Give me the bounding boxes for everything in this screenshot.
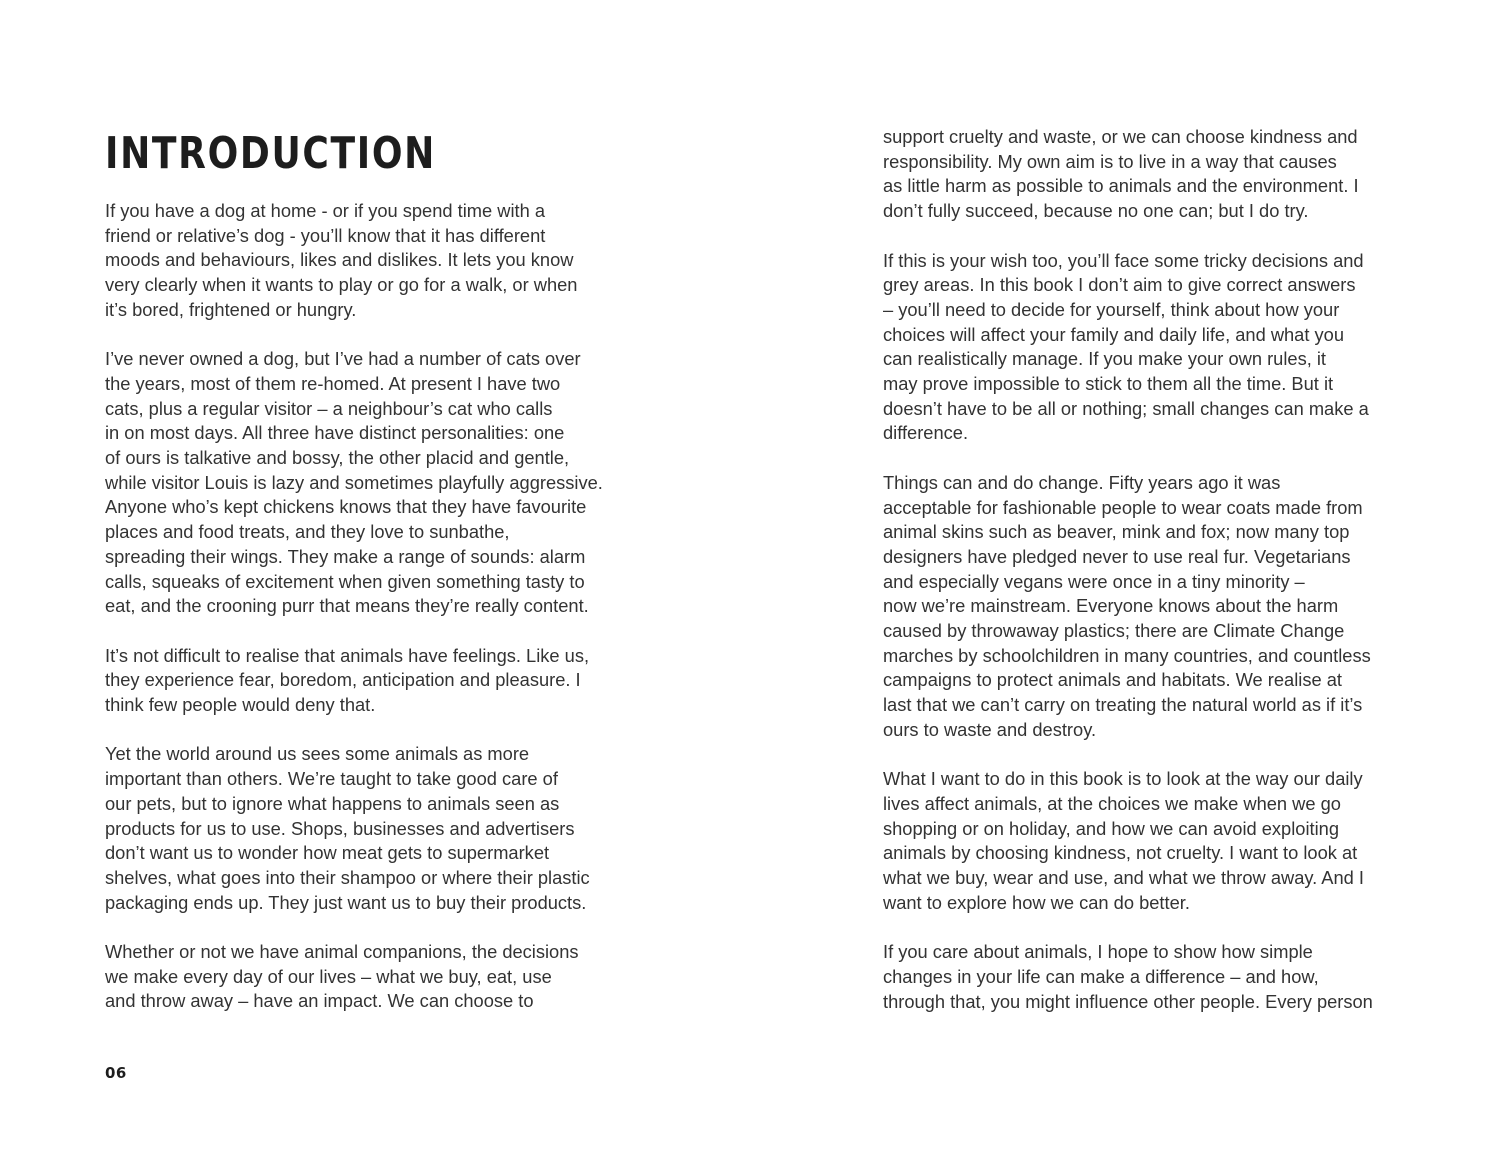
text-line: we make every day of our lives – what we buy, eat, use <box>105 965 552 987</box>
text-line: marches by schoolchildren in many countries, and countless <box>883 644 1371 666</box>
text-line: last that we can’t carry on treating the natural world as if it’s <box>883 694 1363 716</box>
text-line: places and food treats, and they love to sunbathe, <box>105 521 510 543</box>
text-line: grey areas. In this book I don’t aim to give correct answers <box>883 274 1356 296</box>
text-line: as little harm as possible to animals and the environment. I <box>883 175 1359 197</box>
text-line: It’s not difficult to realise that animals have feelings. Like us, <box>105 644 590 666</box>
text-line: our pets, but to ignore what happens to animals seen as <box>105 792 560 814</box>
text-line: difference. <box>883 422 969 444</box>
text-line: now we’re mainstream. Everyone knows about the harm <box>883 595 1339 617</box>
text-line: think few people would deny that. <box>105 694 376 716</box>
text-line: calls, squeaks of excitement when given something tasty to <box>105 570 585 592</box>
text-line: Whether or not we have animal companions, the decisions <box>105 941 579 963</box>
chapter-heading: INTRODUCTION <box>105 128 436 179</box>
text-line: choices will affect your family and daily life, and what you <box>883 323 1344 345</box>
left-text-column <box>105 199 645 1039</box>
text-line: Anyone who’s kept chickens knows that they have favourite <box>105 496 587 518</box>
text-line: the years, most of them re-homed. At present I have two <box>105 372 561 394</box>
text-line: responsibility. My own aim is to live in a way that causes <box>883 150 1337 172</box>
text-line: doesn’t have to be all or nothing; small changes can make a <box>883 397 1369 419</box>
text-line: Yet the world around us sees some animals as more <box>105 743 530 765</box>
text-line: caused by throwaway plastics; there are Climate Change <box>883 620 1345 642</box>
text-line: it’s bored, frightened or hungry. <box>105 298 357 320</box>
text-line: don’t want us to wonder how meat gets to supermarket <box>105 842 550 864</box>
text-line: moods and behaviours, likes and dislikes. It lets you know <box>105 249 574 271</box>
right-text-column <box>883 125 1423 1039</box>
text-line: can realistically manage. If you make your own rules, it <box>883 348 1327 370</box>
text-line: very clearly when it wants to play or go for a walk, or when <box>105 274 578 296</box>
text-line: in on most days. All three have distinct personalities: one <box>105 422 565 444</box>
text-line: while visitor Louis is lazy and sometimes playfully aggressive. <box>105 471 603 493</box>
text-line: If you care about animals, I hope to show how simple <box>883 941 1313 963</box>
paragraph <box>105 742 645 915</box>
text-line: acceptable for fashionable people to wear coats made from <box>883 496 1363 518</box>
paragraph <box>883 125 1423 224</box>
text-line: shopping or on holiday, and how we can avoid exploiting <box>883 817 1339 839</box>
text-line: friend or relative’s dog - you’ll know that it has different <box>105 224 546 246</box>
text-line: important than others. We’re taught to take good care of <box>105 768 558 790</box>
text-line: through that, you might influence other people. Every person <box>883 990 1373 1012</box>
text-line: cats, plus a regular visitor – a neighbour’s cat who calls <box>105 397 553 419</box>
paragraph <box>105 644 645 718</box>
text-line: eat, and the crooning purr that means they’re really content. <box>105 595 589 617</box>
text-line: support cruelty and waste, or we can choose kindness and <box>883 126 1358 147</box>
text-line: and throw away – have an impact. We can choose to <box>105 990 534 1012</box>
paragraph <box>883 767 1423 915</box>
text-line: animals by choosing kindness, not cruelty. I want to look at <box>883 842 1358 864</box>
text-line: may prove impossible to stick to them all the time. But it <box>883 373 1334 395</box>
text-line: Things can and do change. Fifty years ago it was <box>883 471 1281 493</box>
text-line: ours to waste and destroy. <box>883 718 1097 740</box>
text-line: what we buy, wear and use, and what we throw away. And I <box>883 867 1364 889</box>
text-line: designers have pledged never to use real fur. Vegetarians <box>883 545 1351 567</box>
paragraph <box>883 471 1423 743</box>
text-line: spreading their wings. They make a range of sounds: alarm <box>105 545 586 567</box>
text-line: changes in your life can make a difference – and how, <box>883 965 1319 987</box>
text-line: – you’ll need to decide for yourself, think about how your <box>883 298 1340 320</box>
text-line: I’ve never owned a dog, but I’ve had a number of cats over <box>105 348 581 370</box>
text-line: don’t fully succeed, because no one can; but I do try. <box>883 200 1309 222</box>
paragraph <box>105 199 645 323</box>
text-line: If this is your wish too, you’ll face some tricky decisions and <box>883 249 1364 271</box>
paragraph <box>883 249 1423 447</box>
text-line: and especially vegans were once in a tiny minority – <box>883 570 1305 592</box>
text-line: products for us to use. Shops, businesses and advertisers <box>105 817 575 839</box>
paragraph <box>105 347 645 619</box>
text-line: want to explore how we can do better. <box>883 891 1190 913</box>
text-line: packaging ends up. They just want us to buy their products. <box>105 891 587 913</box>
text-line: If you have a dog at home - or if you spend time with a <box>105 200 546 221</box>
text-line: they experience fear, boredom, anticipation and pleasure. I <box>105 669 581 691</box>
text-line: animal skins such as beaver, mink and fox; now many top <box>883 521 1350 543</box>
right-page <box>750 0 1500 1152</box>
text-line: What I want to do in this book is to look at the way our daily <box>883 768 1363 790</box>
text-line: shelves, what goes into their shampoo or where their plastic <box>105 866 590 888</box>
paragraph <box>883 940 1423 1014</box>
text-line: campaigns to protect animals and habitats. We realise at <box>883 669 1342 691</box>
page-number: 06 <box>105 1064 127 1082</box>
text-line: of ours is talkative and bossy, the other placid and gentle, <box>105 447 570 469</box>
text-line: lives affect animals, at the choices we make when we go <box>883 792 1341 814</box>
paragraph <box>105 940 645 1014</box>
